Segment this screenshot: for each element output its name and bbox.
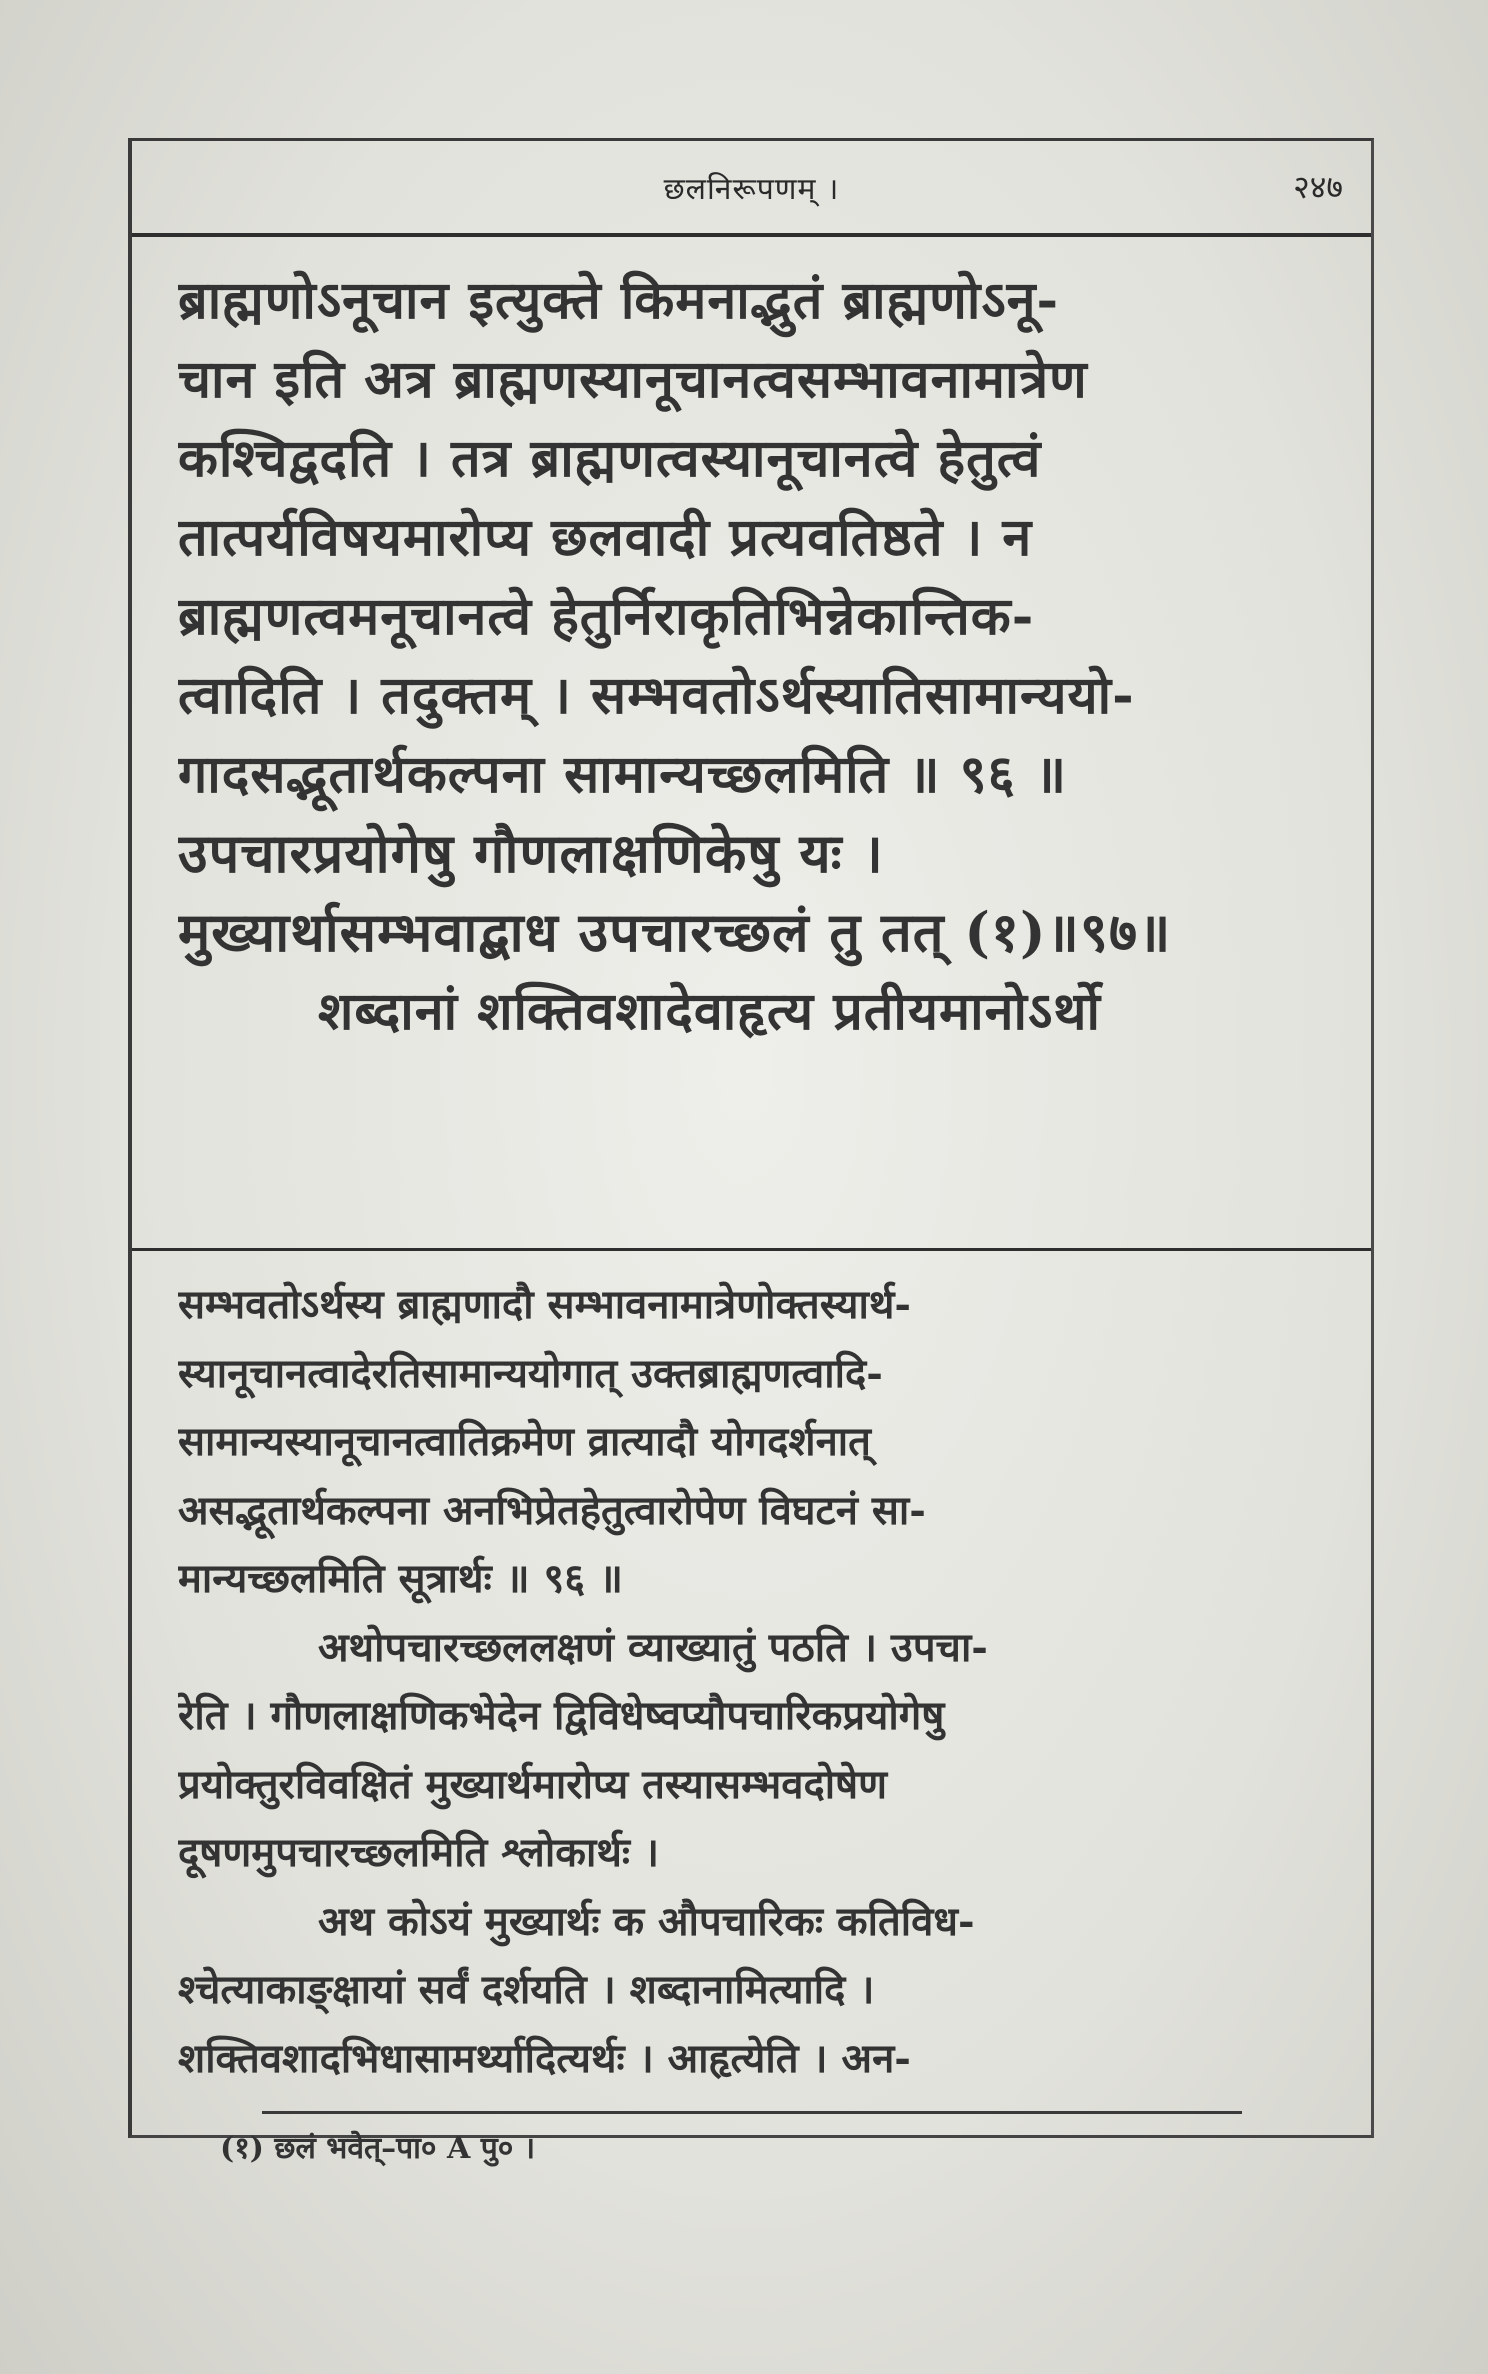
mula-line: ब्राह्मणत्वमनूचानत्वे हेतुर्निराकृतिभिन्नेकान्तिक- (178, 586, 1035, 647)
mula-line: तात्पर्यविषयमारोप्य छलवादी प्रत्यवतिष्ठते । न (178, 507, 1033, 568)
commentary-line: दूषणमुपचारच्छलमिति श्लोकार्थः । (178, 1829, 660, 1876)
page-title: छलनिरूपणम् । (663, 172, 840, 207)
commentary-line: शक्तिवशादभिधासामर्थ्यादित्यर्थः । आहृत्येति । अन- (178, 2034, 911, 2082)
commentary-text-block (178, 1271, 1341, 2093)
section-divider (132, 1248, 1371, 1251)
verse-line: मुख्यार्थासम्भवाद्बाध उपचारच्छलं तु तत् (१)॥९७॥ (178, 900, 1172, 964)
running-head (132, 141, 1371, 237)
verse-line: उपचारप्रयोगेषु गौणलाक्षणिकेषु यः । (178, 821, 884, 885)
page-number: २४७ (1293, 168, 1343, 206)
footnote: (१) छलं भवेत्–पा० A पु० । (220, 2131, 536, 2166)
commentary-line: सामान्यस्यानूचानत्वातिक्रमेण व्रात्यादौ योगदर्शनात् (178, 1418, 871, 1465)
commentary-line: रेति । गौणलाक्षणिकभेदेन द्विविधेष्वप्यौपचारिकप्रयोगेषु (178, 1692, 945, 1739)
commentary-line: असद्भूतार्थकल्पना अनभिप्रेतहेतुत्वारोपेण विघटनं सा- (178, 1486, 926, 1534)
mula-line: चान इति अत्र ब्राह्मणस्यानूचानत्वसम्भावनामात्रेण (178, 349, 1088, 410)
commentary-line: अथोपचारच्छललक्षणं व्याख्यातुं पठति । उपचा- (318, 1623, 988, 1671)
mula-line: शब्दानां शक्तिवशादेवाहृत्य प्रतीयमानोऽर्थो (318, 981, 1101, 1042)
commentary-line: सम्भवतोऽर्थस्य ब्राह्मणादौ सम्भावनामात्रेणोक्तस्यार्थ- (178, 1281, 912, 1328)
mula-line: गादसद्भूतार्थकल्पना सामान्यच्छलमिति ॥ ९६ ॥ (178, 744, 1067, 805)
mula-line: त्वादिति । तदुक्तम् । सम्भवतोऽर्थस्यातिसामान्ययो- (178, 665, 1135, 726)
commentary-line: प्रयोक्तुरविवक्षितं मुख्यार्थमारोप्य तस्यासम्भवदोषेण (178, 1760, 888, 1808)
mula-line: ब्राह्मणोऽनूचान इत्युक्ते किमनाद्भुतं ब्राह्मणोऽनू- (178, 270, 1060, 331)
commentary-line: श्चेत्याकाङ्क्षायां सर्वं दर्शयति । शब्दानामित्यादि । (178, 1966, 875, 2013)
footnote-divider (262, 2111, 1242, 2114)
commentary-line: स्यानूचानत्वादेरतिसामान्ययोगात् उक्तब्राह्मणत्वादि- (178, 1349, 883, 1397)
mula-line: कश्चिद्वदति । तत्र ब्राह्मणत्वस्यानूचानत्वे हेतुत्वं (178, 428, 1042, 489)
commentary-line: मान्यच्छलमिति सूत्रार्थः ॥ ९६ ॥ (178, 1555, 623, 1602)
page-frame (128, 138, 1374, 2166)
commentary-line: अथ कोऽयं मुख्यार्थः क औपचारिकः कतिविध- (318, 1897, 975, 1945)
mula-text-block (178, 261, 1341, 1051)
